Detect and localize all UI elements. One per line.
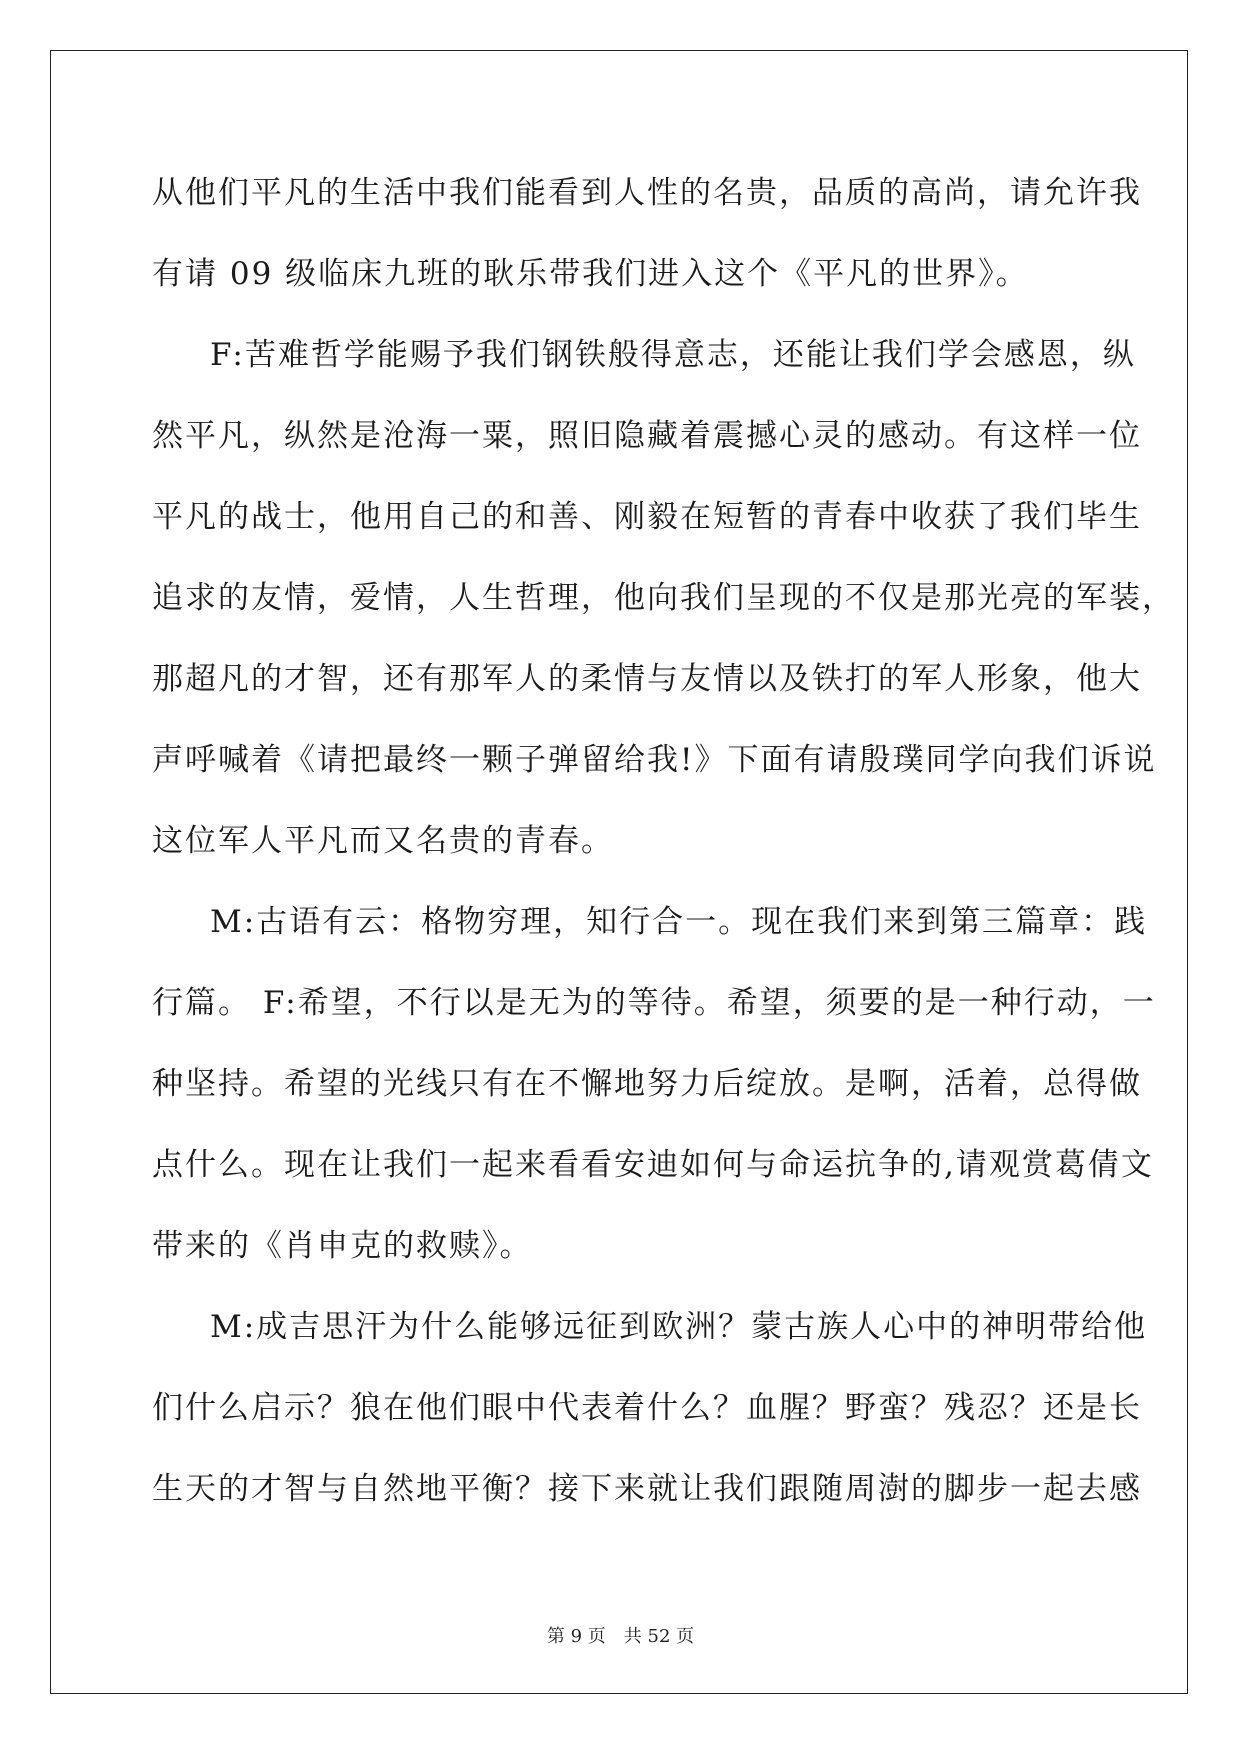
text-line-5: 平凡的战士，他用自己的和善、刚毅在短暂的青春中收获了我们毕生	[152, 499, 1142, 535]
text-line-9: 这位军人平凡而又名贵的青春。	[152, 823, 614, 859]
text-line-8: 声呼喊着《请把最终一颗子弹留给我!》下面有请殷璞同学向我们诉说	[152, 742, 1157, 778]
text-line-4: 然平凡，纵然是沧海一粟，照旧隐藏着震撼心灵的感动。有这样一位	[152, 418, 1142, 454]
text-line-17: 生天的才智与自然地平衡？接下来就让我们跟随周澍的脚步一起去感	[152, 1471, 1142, 1507]
text-line-1: 从他们平凡的生活中我们能看到人性的名贵，品质的高尚，请允许我	[152, 175, 1142, 211]
text-line-14: 带来的《肖申克的救赎》。	[152, 1228, 533, 1264]
text-line-16: 们什么启示？狼在他们眼中代表着什么？血腥？野蛮？残忍？还是长	[152, 1390, 1142, 1426]
text-line-11: 行篇。 F:希望，不行以是无为的等待。希望，须要的是一种行动，一	[152, 985, 1156, 1021]
text-line-10: M:古语有云：格物穷理，知行合一。现在我们来到第三篇章：践	[210, 904, 1148, 940]
text-line-3: F:苦难哲学能赐予我们钢铁般得意志，还能让我们学会感恩，纵	[210, 337, 1136, 373]
text-line-2: 有请 09 级临床九班的耿乐带我们进入这个《平凡的世界》。	[152, 256, 1029, 292]
text-line-6: 追求的友情，爱情，人生哲理，他向我们呈现的不仅是那光亮的军装，	[152, 580, 1175, 616]
text-line-12: 种坚持。希望的光线只有在不懈地努力后绽放。是啊，活着，总得做	[152, 1066, 1142, 1102]
text-line-7: 那超凡的才智，还有那军人的柔情与友情以及铁打的军人形象，他大	[152, 661, 1142, 697]
page-number-footer: 第 9 页 共 52 页	[546, 1626, 695, 1647]
document-body	[152, 165, 1175, 1542]
text-line-13: 点什么。现在让我们一起来看看安迪如何与命运抗争的,请观赏葛倩文	[152, 1147, 1154, 1183]
text-line-15: M:成吉思汗为什么能够远征到欧洲？蒙古族人心中的神明带给他	[210, 1309, 1148, 1345]
